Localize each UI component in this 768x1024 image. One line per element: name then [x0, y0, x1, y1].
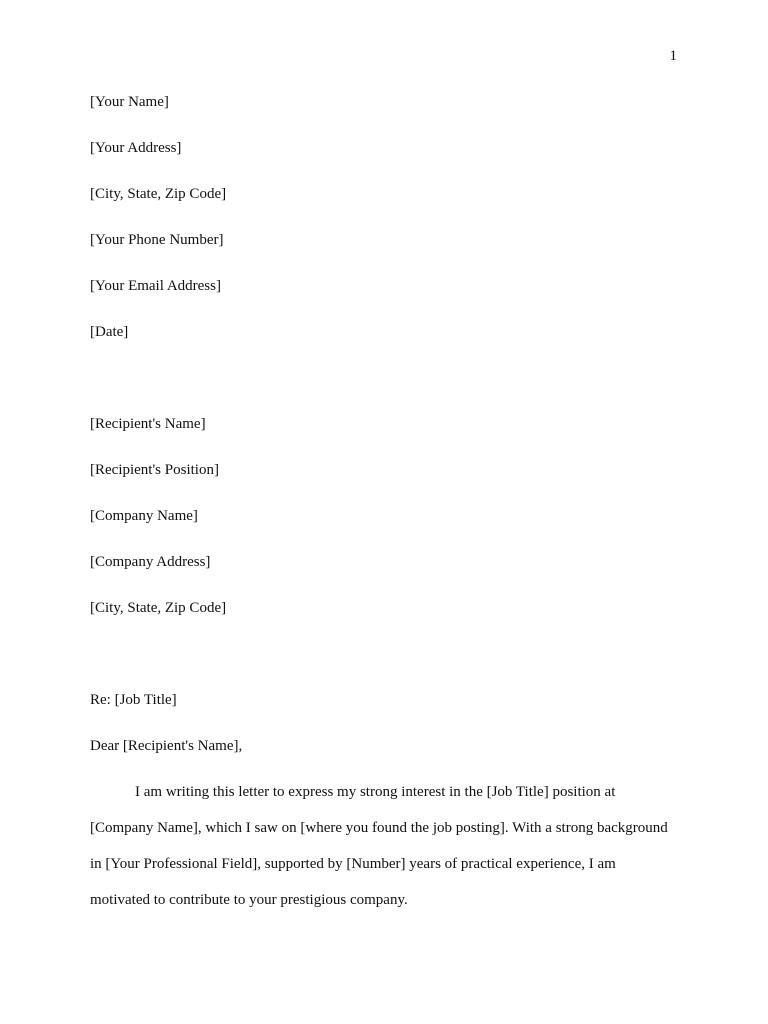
- paragraph-line: I am writing this letter to express my strong interest in the [Job Title] position at: [135, 784, 616, 800]
- recipient-city-state-zip: [City, State, Zip Code]: [90, 600, 227, 616]
- recipient-company-address: [Company Address]: [90, 554, 211, 570]
- recipient-company: [Company Name]: [90, 508, 198, 524]
- sender-address: [Your Address]: [90, 140, 182, 156]
- recipient-name: [Recipient's Name]: [90, 416, 206, 432]
- salutation: Dear [Recipient's Name],: [90, 738, 243, 754]
- page-number: 1: [669, 48, 677, 64]
- sender-phone: [Your Phone Number]: [90, 232, 224, 248]
- paragraph-line: in [Your Professional Field], supported by [Number] years of practical experience, I am: [90, 856, 616, 872]
- paragraph-line: motivated to contribute to your prestigious company.: [90, 892, 408, 908]
- sender-name: [Your Name]: [90, 94, 169, 110]
- sender-email: [Your Email Address]: [90, 278, 221, 294]
- paragraph-line: [Company Name], which I saw on [where you found the job posting]. With a strong background: [90, 820, 668, 836]
- subject-line: Re: [Job Title]: [90, 692, 177, 708]
- sender-city-state-zip: [City, State, Zip Code]: [90, 186, 227, 202]
- letter-date: [Date]: [90, 324, 129, 340]
- recipient-position: [Recipient's Position]: [90, 462, 219, 478]
